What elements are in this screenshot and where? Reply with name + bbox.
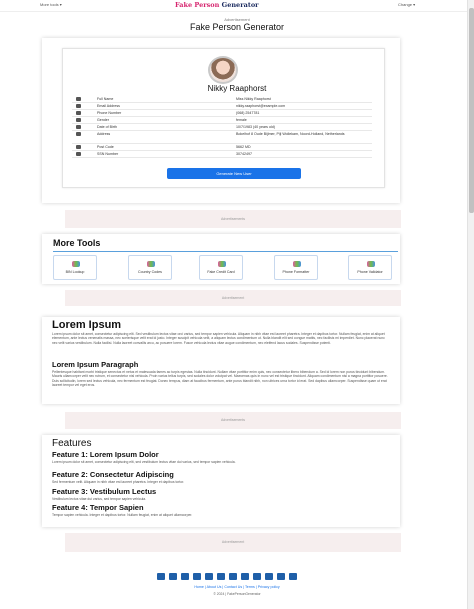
tool-fake-credit-card[interactable] (199, 255, 243, 280)
lorem-title: Lorem Ipsum (52, 319, 122, 331)
avatar (208, 56, 238, 84)
detail-label: Date of Birth (97, 125, 117, 129)
mailbox-icon (76, 145, 81, 149)
tool-label: Phone Validator (357, 270, 383, 274)
detail-value: (068) 2547781 (236, 111, 260, 115)
twitter-icon[interactable] (169, 573, 177, 580)
feature-text: Sed fermentum velit. Aliquam in nibh vitae est laoreet pharetra. Integer et dapibus tortor. (52, 480, 185, 484)
feature-title: Feature 4: Tempor Sapien (52, 503, 144, 512)
detail-row-ssn (72, 151, 372, 158)
detail-value: nikky.raaphorst@example.com (236, 104, 286, 108)
tool-label: Phone Formatter (282, 270, 310, 274)
tool-country-codes[interactable] (128, 255, 172, 280)
tool-icon (218, 261, 226, 267)
brand-part-2: Generator (221, 1, 259, 9)
user-icon (76, 97, 81, 101)
detail-value: 10/7/1983 (40 years old) (236, 125, 275, 129)
detail-value: Bokelhof 8 Oude Bijlmer, Pijl Wollekam, Noord-Holland, Netherlands (236, 132, 345, 136)
detail-value: Miss Nikky Raaphorst (236, 97, 271, 101)
detail-row-gender (72, 117, 372, 124)
feature-title: Feature 3: Vestibulum Lectus (52, 487, 157, 496)
tool-bin-lookup[interactable] (53, 255, 97, 280)
feature-text: Vestibulum lectus vitae dui varius, sed tempor sapien vehicula. (52, 497, 147, 501)
phone-icon (76, 111, 81, 115)
advertising-label: Advertisement (224, 17, 250, 22)
detail-label: Gender (97, 118, 109, 122)
detail-label: Full Name (97, 97, 114, 101)
calendar-icon (76, 125, 81, 129)
detail-label: SSN Number (97, 152, 119, 156)
features-title: Features (52, 438, 92, 449)
tumblr-icon[interactable] (289, 573, 297, 580)
lorem-paragraph: Lorem ipsum dolor sit amet, consectetur adipiscing elit. Sed vestibulum lectus vitae orci varius, sed tempor sapien vehicula. Aliquam in nibh vitae est laoreet pharetra. Integer et dapibus tortor. Nullam feugiat, enim at aliquet elementum, ante lectus venenatis massa, nec scelerisque velit erat id justo. Integer suscipit vehicula velit, a aliquam lectus condimentum ut. Nulla blandit elit sed congue mattis, nec facilisis mi imperdiet. Nunc placerat nunc nec velit varius vestibulum. Nulla facilisi. Nulla laoreet convallis arcu, ac posuere lorem. Fusce vehicula lectus vitae augue condimentum, nec eleifend lacus sodales. Suspendisse potenti. (52, 332, 385, 345)
telegram-icon[interactable] (229, 573, 237, 580)
top-navbar (0, 0, 474, 12)
ad-slot[interactable]: Advertisements (65, 210, 401, 228)
tool-icon (72, 261, 80, 267)
id-card-icon (76, 152, 81, 156)
detail-row-email (72, 103, 372, 110)
more-tools-title: More Tools (53, 238, 101, 248)
feature-text: Tempor sapien vehicula. Integer et dapibus tortor. Nullam feugiat, enim at aliquet ullamcorper. (52, 513, 193, 517)
ad-slot[interactable]: Advertisement (65, 533, 401, 552)
detail-value: 5662 MD (236, 145, 251, 149)
feature-title: Feature 1: Lorem Ipsum Dolor (52, 450, 159, 459)
detail-row-dob (72, 124, 372, 131)
lorem-paragraph: Pellentesque habitant morbi tristique senectus et netus et malesuada fames ac turpis egestas. Nulla tincidunt. Nullam vitae porttitor enim quis, nec consectetur libero bibendum a. Sed id lorem non purus tincidunt bibendum. Mauris ullamcorper velit nec rutrum, et consectetur nisl vehicula. Proin varius tellus turpis, sed sodales dolor volutpat vel. Maecenas quis in nunc vel est tristique tincidunt. Aliquam condimentum nisl a magna porttitor posuere. Duis sollicitudin, lorem sed lectus vehicula, nec fermentum est feugiat. Donec tempus, diam at faucibus fermentum, ante purus blandit nibh, non ultrices urna tortor id erat. Sed dapibus ullamcorper. Suspendisse quam ut erat laoreet tempor vel eget eros. (52, 370, 388, 388)
lorem-subtitle: Lorem Ipsum Paragraph (52, 360, 139, 369)
page-title: Fake Person Generator (189, 22, 285, 32)
blogger-icon[interactable] (277, 573, 285, 580)
detail-label: Address (97, 132, 111, 136)
language-dropdown[interactable]: Change ▾ (398, 2, 416, 7)
skype-icon[interactable] (265, 573, 273, 580)
facebook-icon[interactable] (157, 573, 165, 580)
detail-value: 30742497 (236, 152, 252, 156)
brand-part-1: Fake Person (175, 1, 220, 9)
scrollbar-thumb[interactable] (469, 8, 474, 213)
detail-row-address (72, 131, 372, 144)
more-tools-dropdown[interactable]: More tools ▾ (40, 2, 62, 7)
detail-label: Email Address (97, 104, 120, 108)
viber-icon[interactable] (241, 573, 249, 580)
linkedin-icon[interactable] (253, 573, 261, 580)
ad-slot[interactable]: Advertisement (65, 290, 401, 306)
detail-label: Post Code (97, 145, 114, 149)
footer-copyright: © 2024 | FakePersonGenerator (213, 592, 261, 596)
tool-icon (147, 261, 155, 267)
tool-icon (293, 261, 301, 267)
email-icon[interactable] (193, 573, 201, 580)
tool-phone-formatter[interactable] (274, 255, 318, 280)
gender-icon (76, 118, 81, 122)
tool-phone-validator[interactable] (348, 255, 392, 280)
envelope-icon (76, 104, 81, 108)
tool-label: BIN Lookup (65, 270, 85, 274)
site-logo[interactable] (175, 1, 259, 9)
tool-label: Fake Credit Card (207, 270, 235, 274)
tool-label: Country Codes (138, 270, 162, 274)
feature-text: Lorem ipsum dolor sit amet, consectetur adipiscing elit, sed vestibulum lectus vitae dui varius, sed tempor sapien vehicula. (52, 460, 236, 464)
details-table (72, 96, 372, 158)
tool-icon (367, 261, 375, 267)
vk-icon[interactable] (181, 573, 189, 580)
person-name: Nikky Raaphorst (207, 84, 267, 93)
divider (53, 251, 398, 252)
reddit-icon[interactable] (217, 573, 225, 580)
detail-label: Phone Number (97, 111, 122, 115)
footer-links[interactable]: Home | About Us | Contact Us | Terms | Privacy policy (194, 585, 280, 589)
ad-slot[interactable]: Advertisements (65, 412, 401, 429)
detail-value: female (236, 118, 247, 122)
detail-row-phone (72, 110, 372, 117)
feature-title: Feature 2: Consectetur Adipiscing (52, 470, 174, 479)
pinterest-icon[interactable] (205, 573, 213, 580)
generate-new-user-button[interactable]: Generate New User (167, 168, 301, 179)
detail-row-postcode (72, 144, 372, 151)
location-icon (76, 132, 81, 136)
detail-row-full-name (72, 96, 372, 103)
